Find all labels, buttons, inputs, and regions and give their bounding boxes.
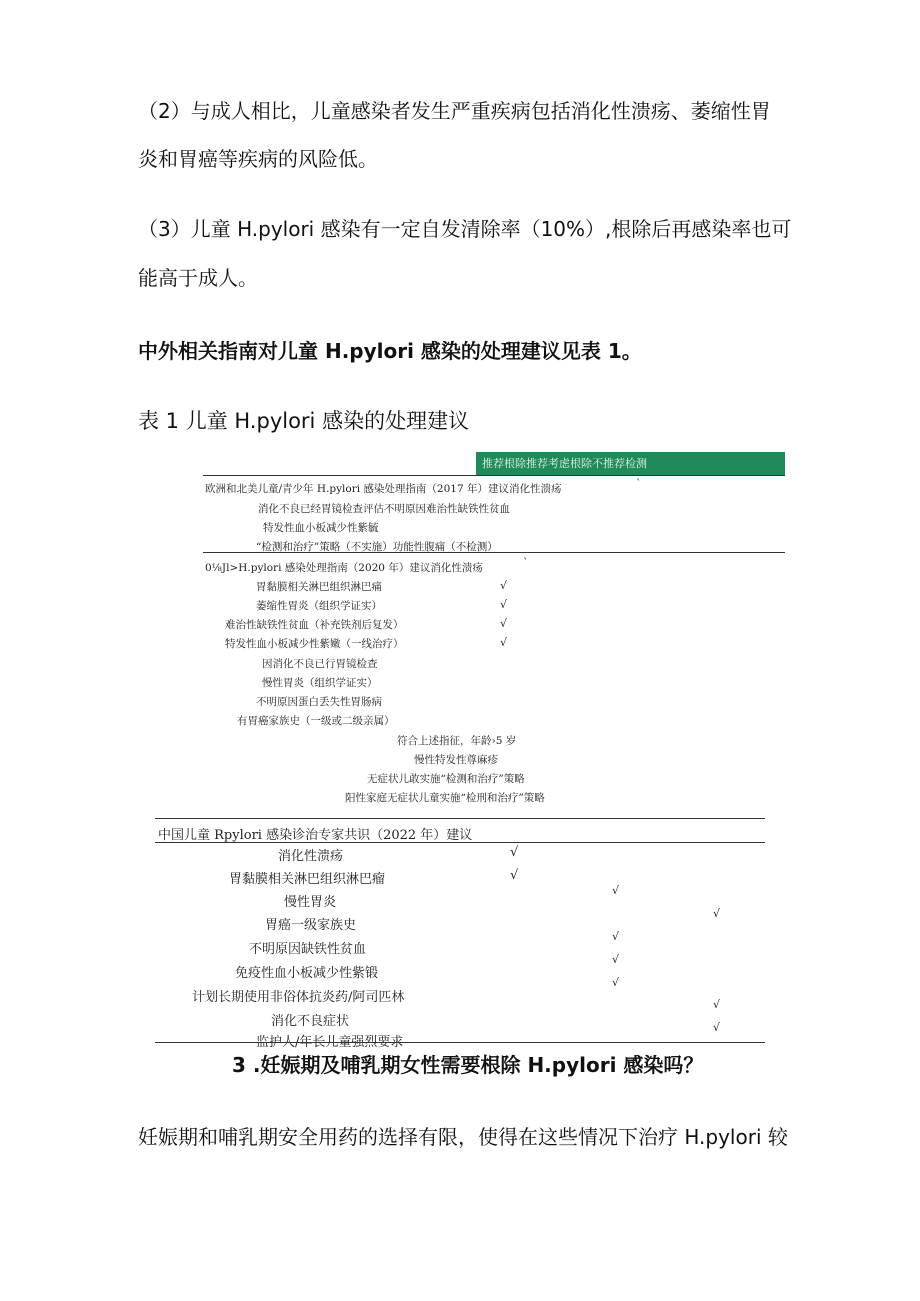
table-row: 胃癌一级家族史 (265, 918, 357, 933)
check-mark: √ (500, 636, 508, 649)
check-mark: √ (500, 617, 508, 630)
check-mark: √ (713, 1021, 721, 1034)
table-row-clipped (155, 1030, 765, 1050)
paragraph-3-line-2: 能高于成人。 (138, 266, 258, 290)
table-row: 消化不良症状 (271, 1014, 350, 1029)
check-mark: √ (612, 884, 620, 897)
guideline-2-title: 0⅛Jl>H.pylori 感染处理指南（2020 年）建议消化性溃疡 (205, 562, 483, 574)
table-row: 胃黏膜相关淋巴组织淋巴瘤 (229, 872, 386, 887)
table-row: 免疫性血小板减少性紫锻 (235, 966, 379, 981)
table-row: 胃黏膜相关淋巴组织淋巴痛 (256, 581, 382, 593)
check-mark: √ (713, 907, 721, 920)
table-rule (155, 842, 765, 843)
table-row: 有胃癌家族史（一级或二级亲属） (237, 715, 395, 727)
table-row: 特发性血小板减少性紫毓 (263, 522, 379, 534)
table-row: 不明原因蛋白丢失性胃肠病 (256, 696, 382, 708)
table-rule (203, 552, 785, 553)
check-mark: √ (612, 953, 620, 966)
check-mark: √ (500, 579, 508, 592)
table-row: 符合上述指征，年龄›5 岁 (397, 735, 517, 747)
table-rule (155, 1042, 765, 1043)
table-row: 萎缩性胃炎（组织学证实） (256, 600, 382, 612)
table-row: 阳性家庭无症状儿童实施“检刑和治疗”策略 (345, 792, 545, 804)
table-header-bar: 推荐根除推荐考虑根除不推荐检测 (476, 452, 785, 475)
table-row: 慢性胃炎 (284, 895, 337, 910)
check-mark: √ (500, 598, 508, 611)
table-row: 慢性胃炎（组织学证实） (262, 677, 378, 689)
table-row: 慢性特发性尊麻疹 (414, 754, 498, 766)
table-row: 特发性血小板减少性紫嫩（一线治疗） (225, 638, 404, 650)
table-caption: 表 1 儿童 H.pylori 感染的处理建议 (138, 409, 470, 433)
table-row: 计划长期使用非俗体抗炎药/阿司匹林 (192, 990, 405, 1005)
guideline-2-mark: ` (523, 557, 529, 569)
check-mark: √ (510, 868, 519, 883)
table-rule (155, 818, 765, 819)
table-row: 难治性缺铁性贫血（补充铁剂后复发） (225, 619, 404, 631)
guideline-3-title: 中国儿童 Rpylori 感染诊治专家共识（2022 年）建议 (158, 828, 473, 843)
check-mark: √ (713, 998, 721, 1011)
table-row: 无症状儿敢实施“检测和治疗”策略 (367, 773, 525, 785)
bottom-paragraph-line: 妊娠期和哺乳期安全用药的选择有限，使得在这些情况下治疗 H.pylori 较 (138, 1125, 788, 1149)
guideline-1-title: 欧洲和北美儿童/青少年 H.pylori 感染处理指南（2017 年）建议消化性溃疡 (205, 483, 562, 495)
table-row: 不明原因缺铁性贫血 (249, 942, 367, 957)
table-row: “检测和治疗”策略（不实施）功能性腹痛（不检测） (256, 541, 498, 553)
section-heading: 3 .妊娠期及哺乳期女性需要根除 H.pylori 感染吗？ (232, 1053, 704, 1077)
table-row: 监护人/年长儿童强烈要求 (256, 1035, 404, 1050)
table-row: 消化不良已经胃镜检查评估不明原因难治性缺铁性贫血 (258, 503, 510, 515)
check-mark: √ (510, 845, 519, 860)
paragraph-2-line-1: （2）与成人相比，儿童感染者发生严重疾病包括消化性溃疡、萎缩性胃 (138, 99, 771, 123)
paragraph-3-line-1: （3）儿童 H.pylori 感染有一定自发清除率（10%）,根除后再感染率也可 (138, 217, 792, 241)
check-mark: √ (612, 976, 620, 989)
table-row: 消化性溃疡 (278, 849, 344, 864)
table-row: 因消化不良已行胃镜检查 (262, 658, 378, 670)
intro-sentence: 中外相关指南对儿童 H.pylori 感染的处理建议见表 1。 (138, 339, 642, 363)
guideline-1-mark: ` (636, 478, 642, 490)
paragraph-2-line-2: 炎和胃癌等疾病的风险低。 (138, 147, 378, 171)
check-mark: √ (612, 930, 620, 943)
table-rule (203, 475, 785, 476)
